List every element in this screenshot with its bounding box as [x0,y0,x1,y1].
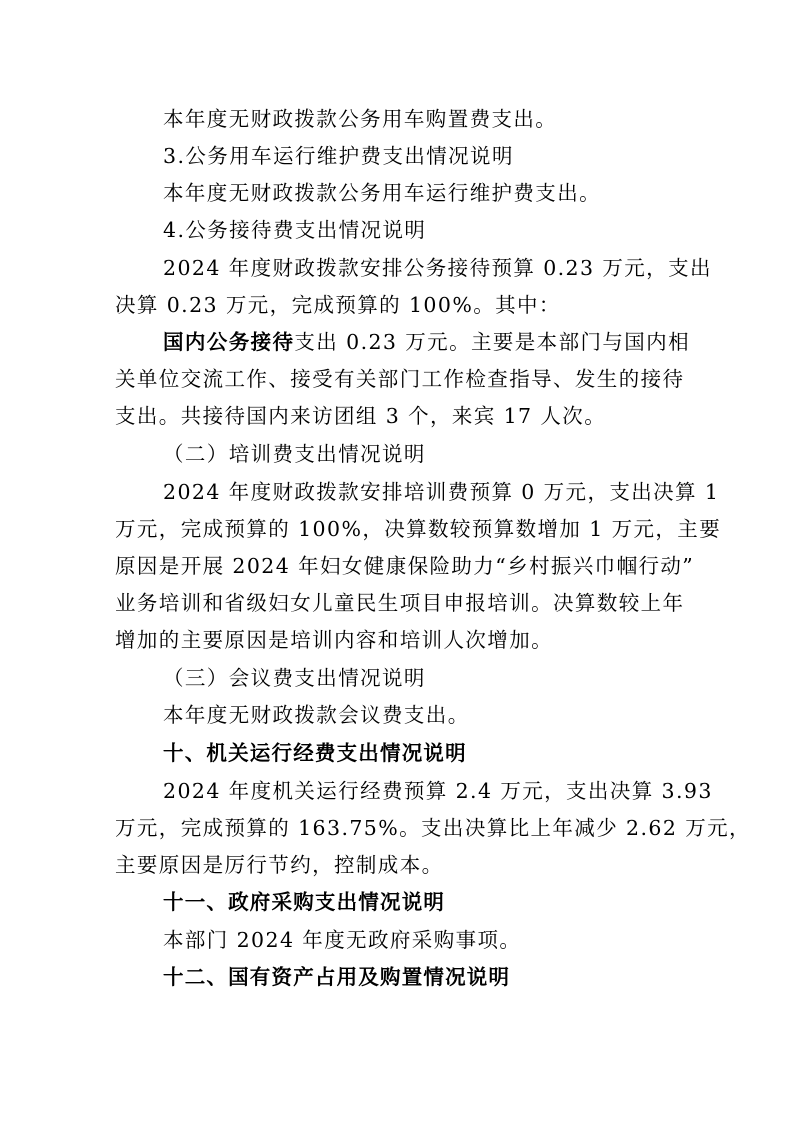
paragraph-line: 2024 年度财政拨款安排培训费预算 0 万元，支出决算 1 [163,480,720,504]
paragraph-line: 2024 年度财政拨款安排公务接待预算 0.23 万元，支出 [163,256,712,280]
paragraph-line: 2024 年度机关运行经费预算 2.4 万元，支出决算 3.93 [163,779,713,803]
paragraph-line: 本年度无财政拨款公务用车运行维护费支出。 [163,181,601,205]
paragraph-line: 关单位交流工作、接受有关部门工作检查指导、发生的接待 [115,367,685,391]
paragraph-line: 主要原因是厉行节约，控制成本。 [115,853,444,877]
paragraph-line: 本年度无财政拨款会议费支出。 [163,703,470,727]
paragraph-text: 支出 0.23 万元。主要是本部门与国内相 [294,330,690,354]
paragraph-line: 决算 0.23 万元，完成预算的 100%。其中： [115,293,561,317]
section-heading-12: 十二、国有资产占用及购置情况说明 [163,965,511,989]
paragraph-line: 业务培训和省级妇女儿童民生项目申报培训。决算数较上年 [115,591,685,615]
paragraph-line-mixed [163,327,690,357]
subheading-meeting: （三）会议费支出情况说明 [163,666,426,690]
paragraph-line: 万元，完成预算的 163.75%。支出决算比上年减少 2.62 万元， [115,816,751,840]
subheading-4: 4.公务接待费支出情况说明 [163,218,427,242]
paragraph-line: 万元，完成预算的 100%，决算数较预算数增加 1 万元，主要 [115,517,722,541]
bold-term: 国内公务接待 [163,330,295,354]
subheading-3: 3.公务用车运行维护费支出情况说明 [163,144,514,168]
paragraph-line: 支出。共接待国内来访团组 3 个，来宾 17 人次。 [115,404,607,428]
section-heading-10: 十、机关运行经费支出情况说明 [163,741,467,765]
paragraph-line: 本部门 2024 年度无政府采购事项。 [163,928,522,952]
paragraph-line: 原因是开展 2024 年妇女健康保险助力“乡村振兴巾帼行动” [115,554,695,578]
subheading-training: （二）培训费支出情况说明 [163,442,426,466]
section-heading-11: 十一、政府采购支出情况说明 [163,890,446,914]
paragraph-line: 本年度无财政拨款公务用车购置费支出。 [163,107,558,131]
paragraph-line: 增加的主要原因是培训内容和培训人次增加。 [115,628,553,652]
